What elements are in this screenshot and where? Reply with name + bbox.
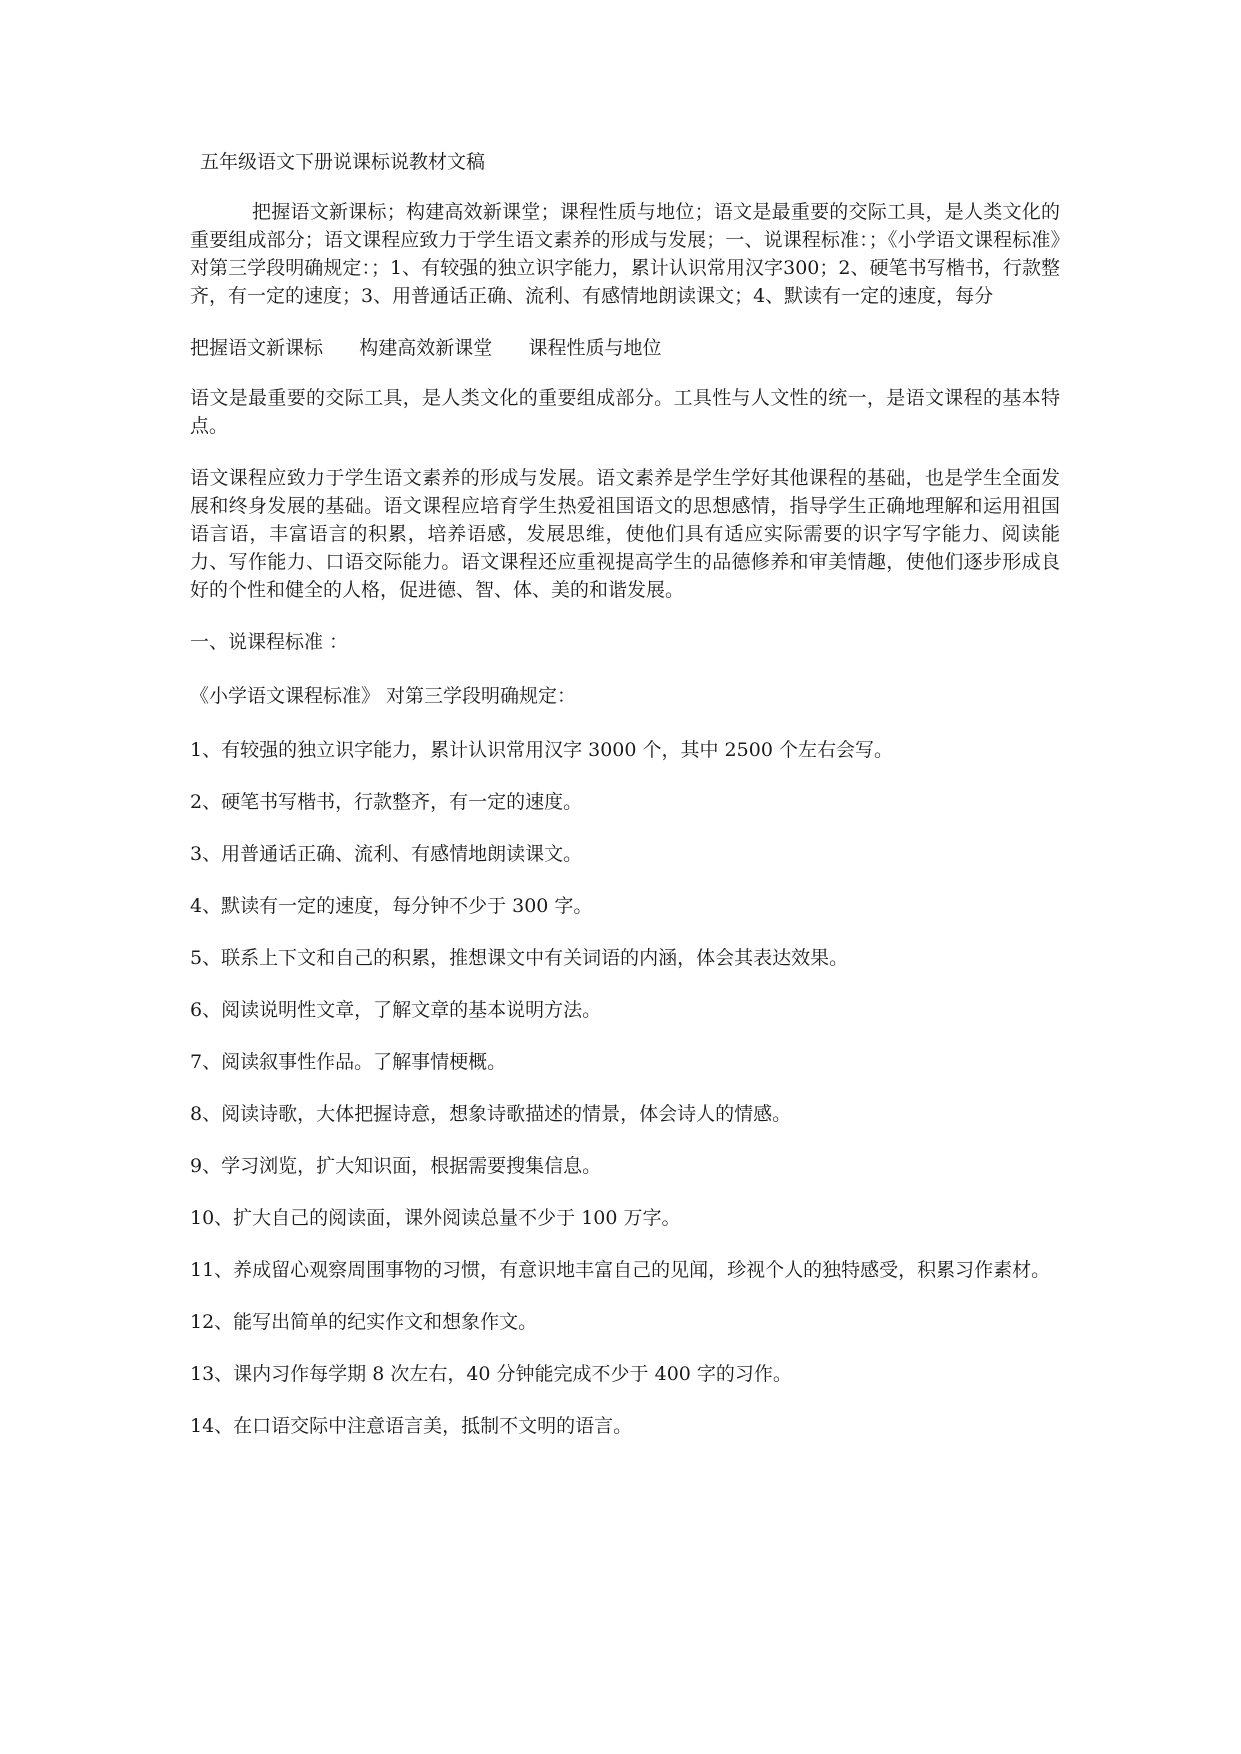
- requirement-item: 5、联系上下文和自己的积累，推想课文中有关词语的内涵，体会其表达效果。: [190, 947, 849, 969]
- requirements-list: [190, 736, 1060, 1440]
- requirement-item: 8、阅读诗歌，大体把握诗意，想象诗歌描述的情景，体会诗人的情感。: [190, 1103, 792, 1125]
- requirement-item: 14、在口语交际中注意语言美，抵制不文明的语言。: [190, 1415, 633, 1437]
- document-title: 五年级语文下册说课标说教材文稿: [200, 151, 486, 173]
- summary-paragraph: 把握语文新课标；构建高效新课堂；课程性质与地位；语文是最重要的交际工具，是人类文化的重要组成部分；语文课程应致力于学生语文素养的形成与发展；一、说课程标准：；《小学语文课程标准》对第三学段明确规定：；1、有较强的独立识字能力，累计认识常用汉字300；2、硬笔书写楷书，行款整齐，有一定的速度；3、用普通话正确、流利、有感情地朗读课文；4、默读有一定的速度，每分: [190, 201, 1060, 307]
- requirement-item: 4、默读有一定的速度，每分钟不少于 300 字。: [190, 895, 593, 917]
- standard-intro: 《小学语文课程标准》 对第三学段明确规定：: [190, 685, 577, 707]
- requirement-item: 9、学习浏览，扩大知识面，根据需要搜集信息。: [190, 1155, 602, 1177]
- requirement-item: 2、硬笔书写楷书，行款整齐，有一定的速度。: [190, 791, 583, 813]
- requirement-item: 6、阅读说明性文章，了解文章的基本说明方法。: [190, 999, 602, 1021]
- course-nature-paragraph: 语文是最重要的交际工具，是人类文化的重要组成部分。工具性与人文性的统一，是语文课程的基本特点。: [190, 387, 1060, 437]
- section-heading: 一、说课程标准 ：: [190, 631, 349, 653]
- requirement-item: 1、有较强的独立识字能力，累计认识常用汉字 3000 个，其中 2500 个左右会写。: [190, 739, 893, 761]
- requirement-item: 3、用普通话正确、流利、有感情地朗读课文。: [190, 843, 583, 865]
- topic-headings-line: 把握语文新课标 构建高效新课堂 课程性质与地位: [190, 337, 662, 359]
- requirement-item: 7、阅读叙事性作品。了解事情梗概。: [190, 1051, 507, 1073]
- requirement-item: 10、扩大自己的阅读面，课外阅读总量不少于 100 万字。: [190, 1207, 681, 1229]
- course-goal-paragraph: 语文课程应致力于学生语文素养的形成与发展。语文素养是学生学好其他课程的基础，也是学生全面发展和终身发展的基础。语文课程应培育学生热爱祖国语文的思想感情，指导学生正确地理解和运用祖国语言语，丰富语言的积累，培养语感，发展思维，使他们具有适应实际需要的识字写字能力、阅读能力、写作能力、口语交际能力。语文课程还应重视提高学生的品德修养和审美情趣，使他们逐步形成良好的个性和健全的人格，促进德、智、体、美的和谐发展。: [190, 467, 1060, 601]
- requirement-item: 12、能写出简单的纪实作文和想象作文。: [190, 1311, 538, 1333]
- requirement-item: 13、课内习作每学期 8 次左右，40 分钟能完成不少于 400 字的习作。: [190, 1363, 792, 1385]
- document-page: [190, 148, 1060, 1464]
- requirement-item: 11、养成留心观察周围事物的习惯，有意识地丰富自己的见闻，珍视个人的独特感受，积累习作素材。: [190, 1259, 1051, 1281]
